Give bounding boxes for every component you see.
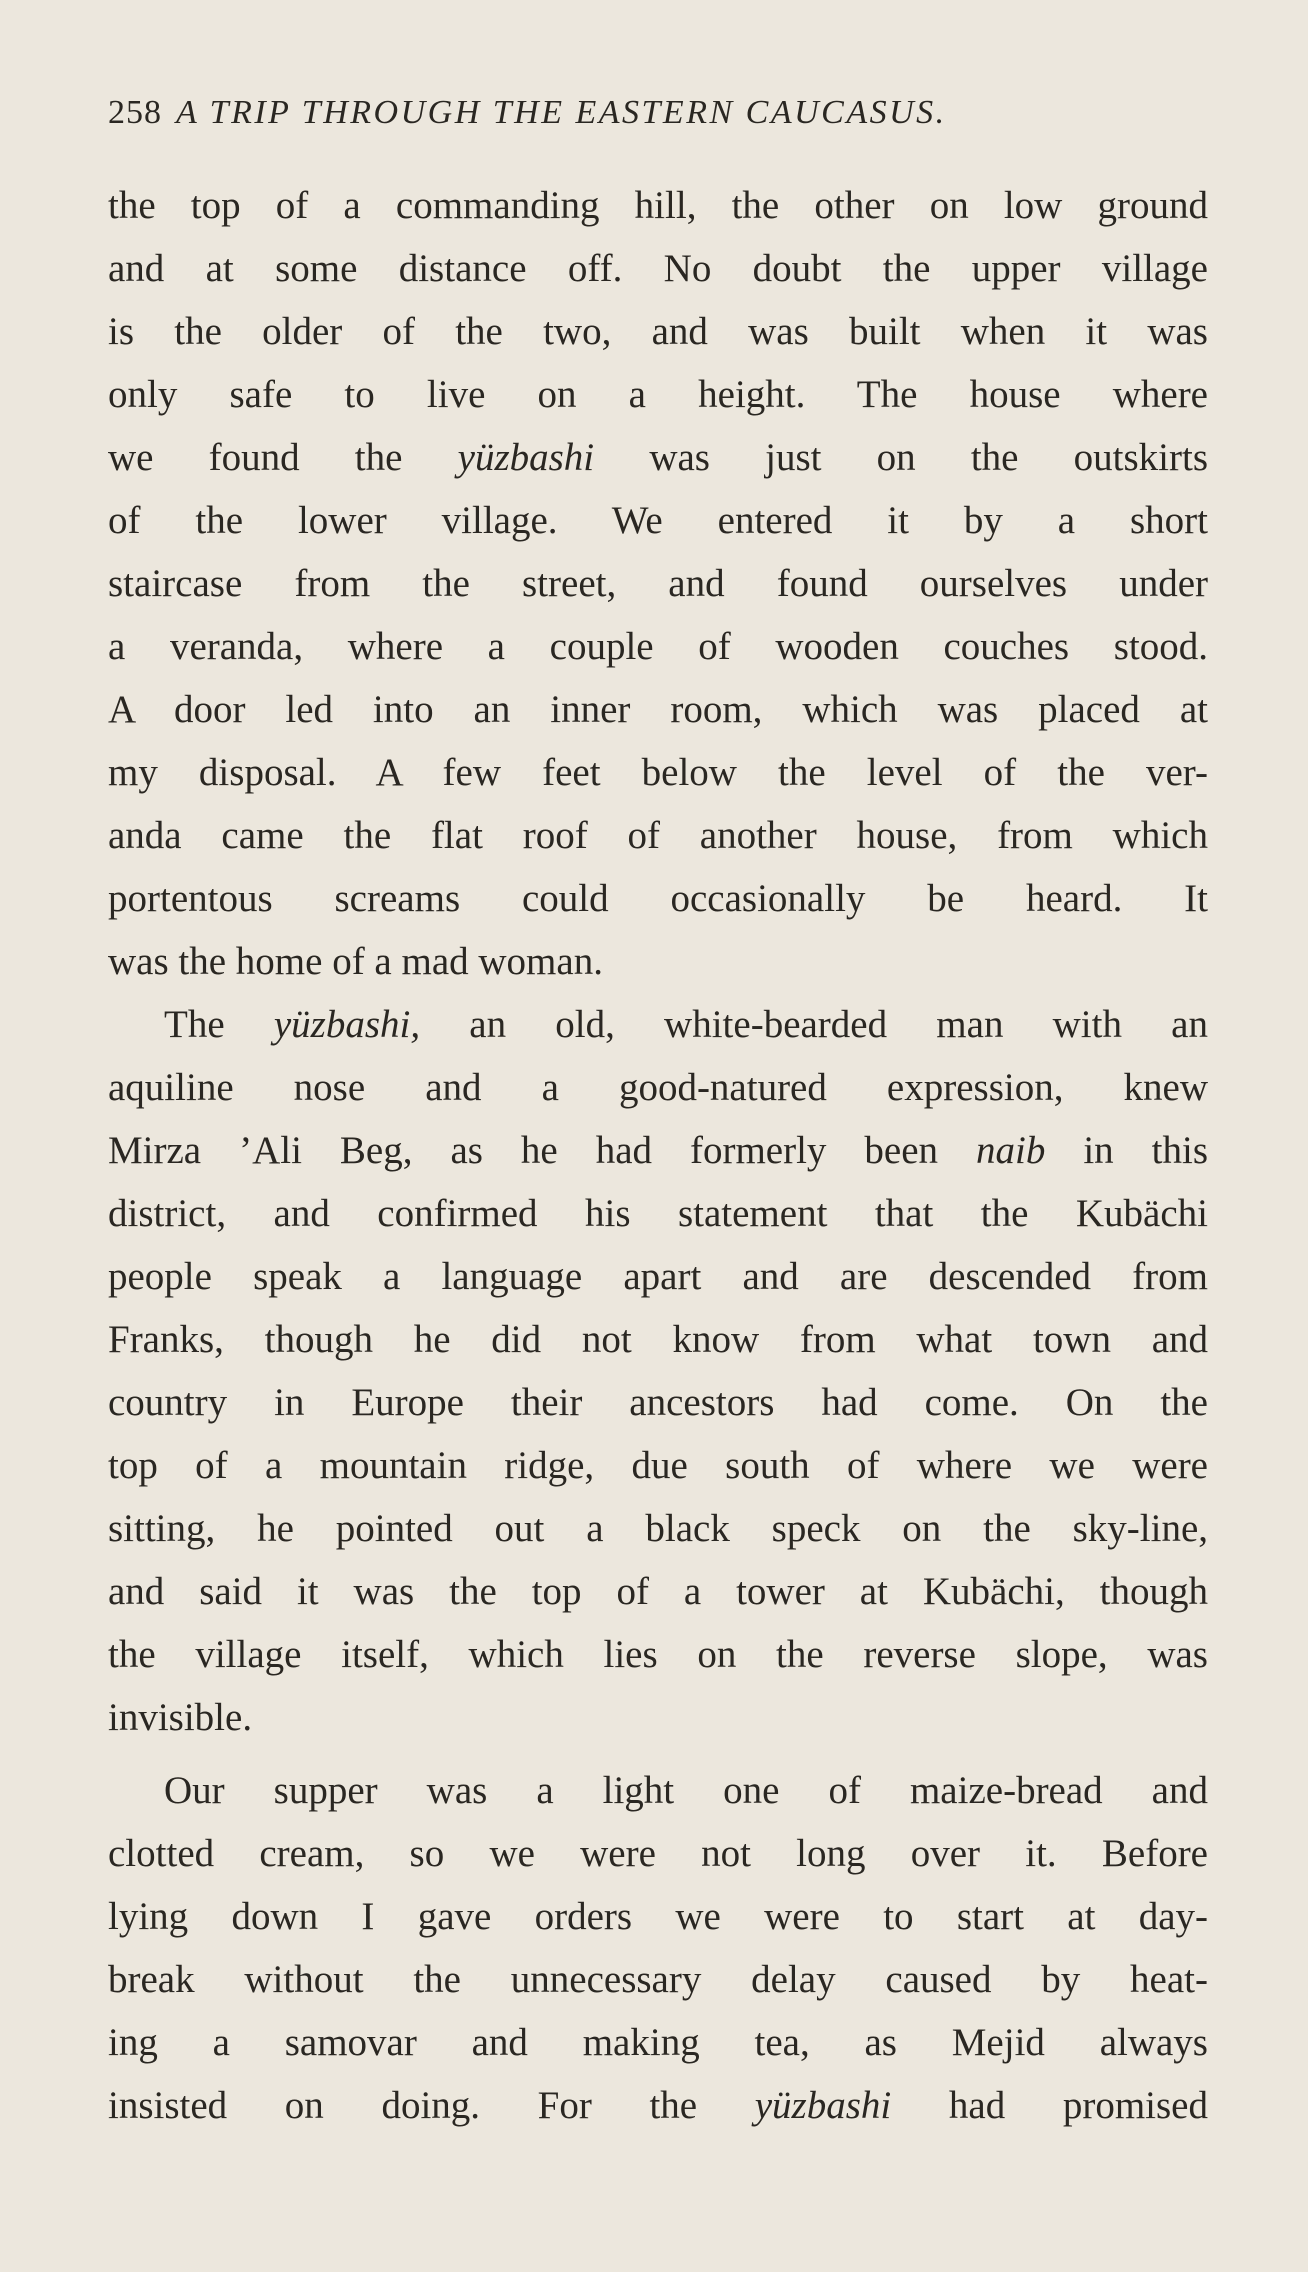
italic-term: naib xyxy=(976,1129,1046,1172)
text-line: portentous screams could occasionally be heard. It xyxy=(108,877,1208,920)
text-line: only safe to live on a height. The house where xyxy=(108,373,1208,416)
italic-term: yüzbashi, xyxy=(273,1003,421,1046)
text-line: A door led into an inner room, which was placed at xyxy=(108,688,1208,731)
text-line: Franks, though he did not know from what town and xyxy=(108,1318,1208,1361)
text-line: staircase from the street, and found ourselves under xyxy=(108,562,1208,605)
text-line: of the lower village. We entered it by a short xyxy=(108,499,1208,542)
italic-term: yüzbashi xyxy=(457,436,595,479)
text-line: and at some distance off. No doubt the upper village xyxy=(108,247,1208,290)
text-line: district, and confirmed his statement that the Kubächi xyxy=(108,1192,1208,1235)
text-line: The yüzbashi, an old, white-bearded man with an xyxy=(164,1003,1208,1046)
text-line: we found the yüzbashi was just on the outskirts xyxy=(108,436,1209,479)
italic-term: yüzbashi xyxy=(754,2084,892,2127)
text-line: Our supper was a light one of maize-bread and xyxy=(164,1769,1208,1812)
text-line: is the older of the two, and was built when it was xyxy=(108,310,1208,353)
text-line: and said it was the top of a tower at Kubächi, though xyxy=(108,1570,1208,1613)
text-line: was the home of a mad woman. xyxy=(108,940,603,983)
text-line: aquiline nose and a good-natured expression, knew xyxy=(108,1066,1208,1109)
text-line: country in Europe their ancestors had come. On the xyxy=(108,1381,1208,1424)
text-line: ing a samovar and making tea, as Mejid always xyxy=(108,2021,1208,2064)
text-line: a veranda, where a couple of wooden couches stood. xyxy=(108,625,1208,668)
text-line: break without the unnecessary delay caused by heat- xyxy=(108,1958,1208,2001)
text-line: clotted cream, so we were not long over it. Before xyxy=(108,1832,1208,1875)
text-line: the village itself, which lies on the reverse slope, was xyxy=(108,1633,1208,1676)
text-line: the top of a commanding hill, the other on low ground xyxy=(108,184,1208,227)
text-line: people speak a language apart and are descended from xyxy=(108,1255,1208,1298)
text-line: top of a mountain ridge, due south of where we were xyxy=(108,1444,1208,1487)
text-line: sitting, he pointed out a black speck on the sky-line, xyxy=(108,1507,1208,1550)
running-title: A TRIP THROUGH THE EASTERN CAUCASUS. xyxy=(176,94,947,131)
running-head xyxy=(108,88,1208,138)
text-line: my disposal. A few feet below the level of the ver- xyxy=(108,751,1208,794)
text-line: invisible. xyxy=(108,1696,253,1739)
page-number: 258 xyxy=(108,94,162,131)
text-line: lying down I gave orders we were to start at day- xyxy=(108,1895,1208,1938)
text-line: Mirza ’Ali Beg, as he had formerly been naib in this xyxy=(108,1129,1208,1172)
text-line: insisted on doing. For the yüzbashi had promised xyxy=(108,2084,1208,2127)
text-line: anda came the flat roof of another house, from which xyxy=(108,814,1208,857)
body-text xyxy=(108,174,1208,2137)
